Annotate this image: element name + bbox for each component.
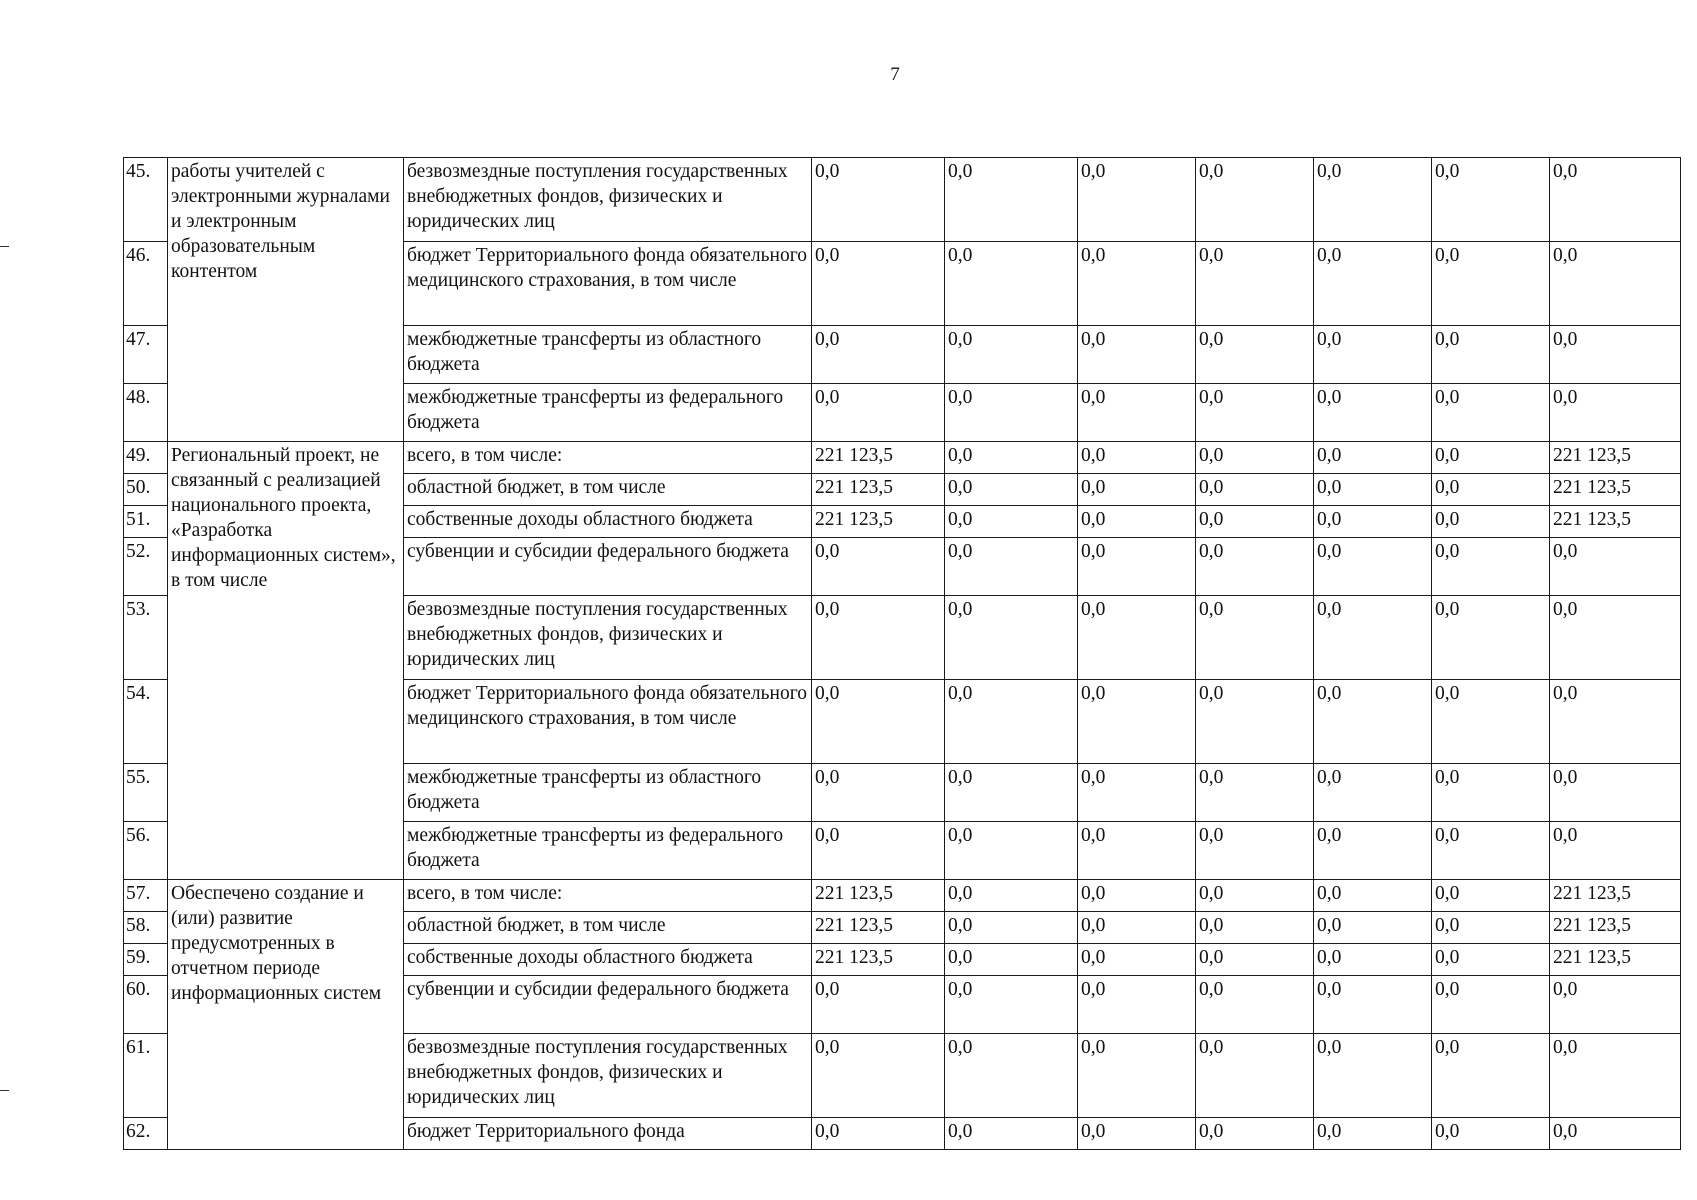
amount-cell: 0,0 [812, 680, 945, 764]
funding-source: областной бюджет, в том числе [404, 912, 812, 944]
amount-cell: 0,0 [1078, 880, 1196, 912]
amount-cell: 0,0 [1432, 680, 1550, 764]
funding-source: собственные доходы областного бюджета [404, 944, 812, 976]
amount-cell: 0,0 [1314, 442, 1432, 474]
amount-cell: 0,0 [812, 1034, 945, 1118]
amount-cell: 0,0 [1196, 764, 1314, 822]
funding-source: межбюджетные трансферты из областного бюджета [404, 326, 812, 384]
amount-cell: 221 123,5 [812, 880, 945, 912]
amount-cell: 0,0 [1196, 474, 1314, 506]
amount-cell: 0,0 [945, 538, 1078, 596]
amount-cell: 0,0 [945, 326, 1078, 384]
amount-cell: 221 123,5 [812, 442, 945, 474]
amount-cell: 0,0 [945, 764, 1078, 822]
amount-cell: 0,0 [812, 158, 945, 242]
row-number: 62. [124, 1118, 168, 1150]
amount-cell: 0,0 [945, 680, 1078, 764]
amount-cell: 221 123,5 [1550, 474, 1681, 506]
amount-cell: 0,0 [1196, 880, 1314, 912]
amount-cell: 0,0 [1078, 912, 1196, 944]
amount-cell: 0,0 [945, 912, 1078, 944]
group-label: Обеспечено создание и (или) развитие предусмотренных в отчетном периоде информационных систем [168, 880, 404, 1150]
amount-cell: 0,0 [945, 1034, 1078, 1118]
amount-cell: 0,0 [1432, 326, 1550, 384]
funding-source: безвозмездные поступления государственных внебюджетных фондов, физических и юридических лиц [404, 596, 812, 680]
amount-cell: 0,0 [1314, 880, 1432, 912]
amount-cell: 0,0 [1432, 1118, 1550, 1150]
row-number: 48. [124, 384, 168, 442]
amount-cell: 0,0 [1078, 326, 1196, 384]
row-number: 53. [124, 596, 168, 680]
amount-cell: 0,0 [945, 944, 1078, 976]
amount-cell: 0,0 [1078, 538, 1196, 596]
amount-cell: 0,0 [1196, 242, 1314, 326]
funding-source: всего, в том числе: [404, 880, 812, 912]
amount-cell: 0,0 [1432, 384, 1550, 442]
amount-cell: 0,0 [1078, 1034, 1196, 1118]
amount-cell: 0,0 [1314, 944, 1432, 976]
amount-cell: 0,0 [812, 596, 945, 680]
group-label: работы учителей с электронными журналами и электронным образовательным контентом [168, 158, 404, 442]
amount-cell: 0,0 [1550, 158, 1681, 242]
amount-cell: 0,0 [945, 880, 1078, 912]
amount-cell: 0,0 [1314, 764, 1432, 822]
amount-cell: 0,0 [945, 506, 1078, 538]
amount-cell: 0,0 [812, 976, 945, 1034]
margin-mark [0, 1090, 9, 1091]
row-number: 57. [124, 880, 168, 912]
amount-cell: 0,0 [1078, 442, 1196, 474]
amount-cell: 0,0 [1078, 764, 1196, 822]
funding-source: субвенции и субсидии федерального бюджета [404, 538, 812, 596]
amount-cell: 0,0 [1314, 384, 1432, 442]
amount-cell: 0,0 [1432, 506, 1550, 538]
amount-cell: 0,0 [1078, 596, 1196, 680]
table-row [124, 158, 1681, 242]
amount-cell: 0,0 [1314, 1034, 1432, 1118]
amount-cell: 221 123,5 [1550, 912, 1681, 944]
amount-cell: 0,0 [812, 822, 945, 880]
amount-cell: 0,0 [1550, 242, 1681, 326]
amount-cell: 0,0 [1078, 474, 1196, 506]
amount-cell: 0,0 [1432, 442, 1550, 474]
amount-cell: 0,0 [1550, 764, 1681, 822]
amount-cell: 221 123,5 [1550, 506, 1681, 538]
row-number: 47. [124, 326, 168, 384]
amount-cell: 0,0 [1432, 944, 1550, 976]
amount-cell: 0,0 [1432, 822, 1550, 880]
amount-cell: 0,0 [812, 326, 945, 384]
amount-cell: 0,0 [1432, 596, 1550, 680]
table-row [124, 442, 1681, 474]
amount-cell: 221 123,5 [1550, 442, 1681, 474]
funding-source: межбюджетные трансферты из федерального бюджета [404, 384, 812, 442]
amount-cell: 0,0 [1432, 242, 1550, 326]
amount-cell: 0,0 [1314, 596, 1432, 680]
row-number: 60. [124, 976, 168, 1034]
amount-cell: 0,0 [1314, 326, 1432, 384]
amount-cell: 0,0 [812, 764, 945, 822]
amount-cell: 0,0 [812, 384, 945, 442]
page-number: 7 [890, 64, 900, 85]
amount-cell: 221 123,5 [812, 912, 945, 944]
funding-source: межбюджетные трансферты из областного бюджета [404, 764, 812, 822]
row-number: 45. [124, 158, 168, 242]
amount-cell: 0,0 [1314, 538, 1432, 596]
amount-cell: 0,0 [1432, 474, 1550, 506]
funding-source: всего, в том числе: [404, 442, 812, 474]
amount-cell: 221 123,5 [812, 506, 945, 538]
amount-cell: 0,0 [1196, 384, 1314, 442]
row-number: 54. [124, 680, 168, 764]
amount-cell: 0,0 [1196, 944, 1314, 976]
row-number: 51. [124, 506, 168, 538]
amount-cell: 0,0 [1078, 944, 1196, 976]
amount-cell: 0,0 [1078, 242, 1196, 326]
amount-cell: 0,0 [1314, 506, 1432, 538]
table-row [124, 880, 1681, 912]
amount-cell: 0,0 [1078, 1118, 1196, 1150]
amount-cell: 0,0 [1432, 912, 1550, 944]
amount-cell: 0,0 [1314, 1118, 1432, 1150]
amount-cell: 0,0 [1432, 538, 1550, 596]
budget-table [123, 157, 1681, 1150]
amount-cell: 0,0 [945, 822, 1078, 880]
amount-cell: 0,0 [1550, 1118, 1681, 1150]
amount-cell: 0,0 [1196, 912, 1314, 944]
amount-cell: 0,0 [1078, 384, 1196, 442]
amount-cell: 0,0 [1196, 596, 1314, 680]
amount-cell: 0,0 [1196, 158, 1314, 242]
amount-cell: 0,0 [1550, 680, 1681, 764]
amount-cell: 0,0 [1314, 976, 1432, 1034]
amount-cell: 0,0 [1314, 242, 1432, 326]
funding-source: бюджет Территориального фонда [404, 1118, 812, 1150]
amount-cell: 0,0 [1078, 822, 1196, 880]
amount-cell: 0,0 [1314, 474, 1432, 506]
amount-cell: 0,0 [1078, 680, 1196, 764]
amount-cell: 0,0 [1550, 822, 1681, 880]
amount-cell: 0,0 [1550, 538, 1681, 596]
row-number: 61. [124, 1034, 168, 1118]
row-number: 46. [124, 242, 168, 326]
amount-cell: 0,0 [1550, 1034, 1681, 1118]
amount-cell: 0,0 [945, 474, 1078, 506]
amount-cell: 0,0 [1196, 1034, 1314, 1118]
amount-cell: 0,0 [1196, 442, 1314, 474]
amount-cell: 221 123,5 [812, 474, 945, 506]
row-number: 59. [124, 944, 168, 976]
amount-cell: 0,0 [1314, 680, 1432, 764]
row-number: 49. [124, 442, 168, 474]
amount-cell: 0,0 [945, 158, 1078, 242]
amount-cell: 221 123,5 [1550, 944, 1681, 976]
amount-cell: 0,0 [945, 442, 1078, 474]
amount-cell: 0,0 [1196, 976, 1314, 1034]
amount-cell: 0,0 [1196, 538, 1314, 596]
amount-cell: 0,0 [945, 384, 1078, 442]
amount-cell: 0,0 [1550, 326, 1681, 384]
row-number: 58. [124, 912, 168, 944]
amount-cell: 0,0 [1314, 822, 1432, 880]
row-number: 50. [124, 474, 168, 506]
funding-source: областной бюджет, в том числе [404, 474, 812, 506]
amount-cell: 0,0 [1550, 976, 1681, 1034]
amount-cell: 0,0 [1432, 158, 1550, 242]
funding-source: межбюджетные трансферты из федерального бюджета [404, 822, 812, 880]
funding-source: бюджет Территориального фонда обязательного медицинского страхования, в том числе [404, 680, 812, 764]
amount-cell: 0,0 [1078, 158, 1196, 242]
funding-source: безвозмездные поступления государственных внебюджетных фондов, физических и юридических лиц [404, 158, 812, 242]
amount-cell: 0,0 [945, 1118, 1078, 1150]
amount-cell: 0,0 [1432, 880, 1550, 912]
amount-cell: 0,0 [1550, 596, 1681, 680]
margin-mark [0, 246, 9, 247]
amount-cell: 0,0 [945, 976, 1078, 1034]
amount-cell: 0,0 [1196, 1118, 1314, 1150]
amount-cell: 0,0 [945, 242, 1078, 326]
funding-source: собственные доходы областного бюджета [404, 506, 812, 538]
amount-cell: 0,0 [1432, 1034, 1550, 1118]
amount-cell: 0,0 [1196, 822, 1314, 880]
funding-source: безвозмездные поступления государственных внебюджетных фондов, физических и юридических лиц [404, 1034, 812, 1118]
amount-cell: 0,0 [945, 596, 1078, 680]
amount-cell: 0,0 [1196, 506, 1314, 538]
amount-cell: 0,0 [812, 538, 945, 596]
amount-cell: 221 123,5 [1550, 880, 1681, 912]
amount-cell: 0,0 [1314, 158, 1432, 242]
amount-cell: 0,0 [812, 1118, 945, 1150]
group-label: Региональный проект, не связанный с реализацией национального проекта, «Разработка информационных систем», в том числе [168, 442, 404, 880]
amount-cell: 0,0 [1432, 976, 1550, 1034]
amount-cell: 0,0 [812, 242, 945, 326]
amount-cell: 0,0 [1314, 912, 1432, 944]
amount-cell: 0,0 [1196, 326, 1314, 384]
row-number: 52. [124, 538, 168, 596]
row-number: 55. [124, 764, 168, 822]
amount-cell: 0,0 [1432, 764, 1550, 822]
amount-cell: 0,0 [1078, 506, 1196, 538]
amount-cell: 221 123,5 [812, 944, 945, 976]
amount-cell: 0,0 [1078, 976, 1196, 1034]
funding-source: бюджет Территориального фонда обязательного медицинского страхования, в том числе [404, 242, 812, 326]
amount-cell: 0,0 [1550, 384, 1681, 442]
row-number: 56. [124, 822, 168, 880]
amount-cell: 0,0 [1196, 680, 1314, 764]
funding-source: субвенции и субсидии федерального бюджета [404, 976, 812, 1034]
